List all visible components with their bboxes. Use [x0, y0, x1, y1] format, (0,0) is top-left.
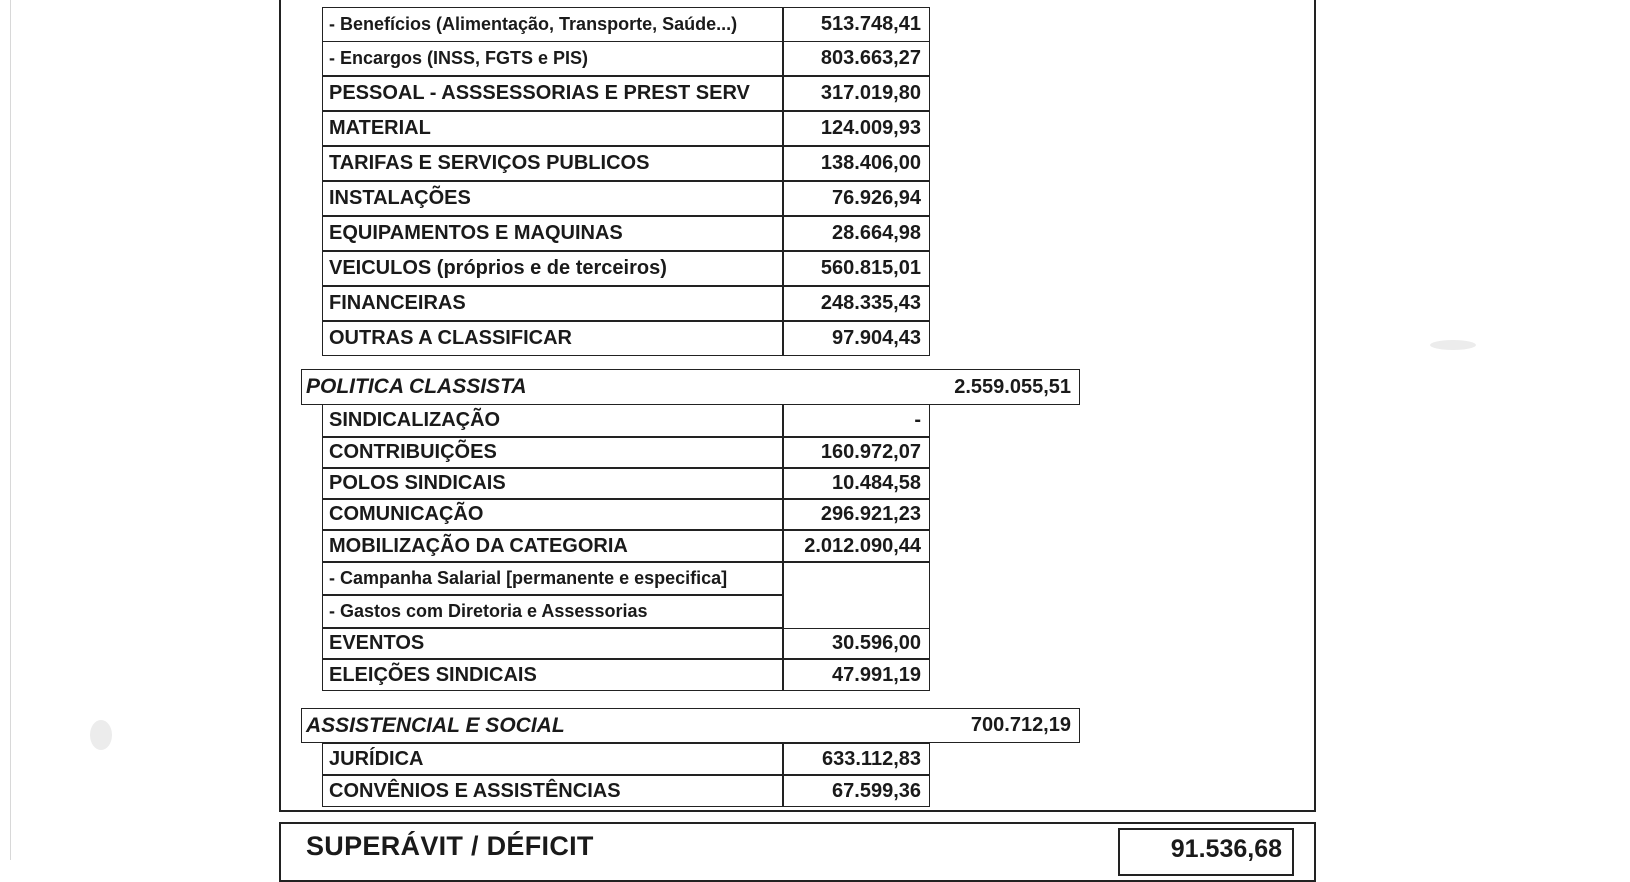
row-label: PESSOAL - ASSSESSORIAS E PREST SERV: [322, 76, 784, 111]
section-total: 2.559.055,51: [954, 375, 1071, 398]
row-label: TARIFAS E SERVIÇOS PUBLICOS: [322, 146, 784, 181]
row-label: - Gastos com Diretoria e Assessorias: [322, 595, 784, 628]
row-label: CONTRIBUIÇÕES: [322, 437, 784, 468]
row-label: POLOS SINDICAIS: [322, 468, 784, 499]
row-label: - Campanha Salarial [permanente e especifica]: [322, 562, 784, 595]
row-value: 803.663,27: [782, 41, 930, 76]
row-value: 513.748,41: [782, 7, 930, 42]
sub-rows-value-cell: [782, 562, 930, 635]
result-label: SUPERÁVIT / DÉFICIT: [306, 831, 594, 861]
row-label: SINDICALIZAÇÃO: [322, 404, 784, 437]
row-value: 76.926,94: [782, 181, 930, 216]
row-label: - Encargos (INSS, FGTS e PIS): [322, 41, 784, 76]
row-value: 160.972,07: [782, 437, 930, 468]
row-label: INSTALAÇÕES: [322, 181, 784, 216]
row-value: 97.904,43: [782, 321, 930, 356]
row-value: 2.012.090,44: [782, 530, 930, 562]
section-header-politica: [301, 369, 1080, 405]
row-label: - Benefícios (Alimentação, Transporte, Saúde...): [322, 7, 784, 42]
row-label: EQUIPAMENTOS E MAQUINAS: [322, 216, 784, 251]
row-label: COMUNICAÇÃO: [322, 499, 784, 530]
row-value: 124.009,93: [782, 111, 930, 146]
row-value: 633.112,83: [782, 743, 930, 775]
scan-edge-line: [10, 0, 11, 860]
scan-blemish: [90, 720, 112, 750]
section-title: ASSISTENCIAL E SOCIAL: [306, 713, 565, 737]
result-value: 91.536,68: [1118, 828, 1294, 876]
row-value: 28.664,98: [782, 216, 930, 251]
row-label: VEICULOS (próprios e de terceiros): [322, 251, 784, 286]
row-value: 10.484,58: [782, 468, 930, 499]
row-value: 30.596,00: [782, 628, 930, 659]
row-label: MOBILIZAÇÃO DA CATEGORIA: [322, 530, 784, 562]
row-label: ELEIÇÕES SINDICAIS: [322, 659, 784, 691]
row-label: JURÍDICA: [322, 743, 784, 775]
section-total: 700.712,19: [970, 714, 1071, 736]
row-value: 317.019,80: [782, 76, 930, 111]
row-value: 248.335,43: [782, 286, 930, 321]
row-label: EVENTOS: [322, 628, 784, 659]
row-label: CONVÊNIOS E ASSISTÊNCIAS: [322, 775, 784, 807]
row-label: MATERIAL: [322, 111, 784, 146]
section-header-assistencial: [301, 708, 1080, 743]
row-label: OUTRAS A CLASSIFICAR: [322, 321, 784, 356]
section-title: POLITICA CLASSISTA: [306, 375, 527, 398]
row-value: -: [782, 404, 930, 437]
row-label: FINANCEIRAS: [322, 286, 784, 321]
row-value: 67.599,36: [782, 775, 930, 807]
row-value: 296.921,23: [782, 499, 930, 530]
row-value: 560.815,01: [782, 251, 930, 286]
row-value: 138.406,00: [782, 146, 930, 181]
row-value: 47.991,19: [782, 659, 930, 691]
scan-blemish: [1430, 340, 1476, 350]
